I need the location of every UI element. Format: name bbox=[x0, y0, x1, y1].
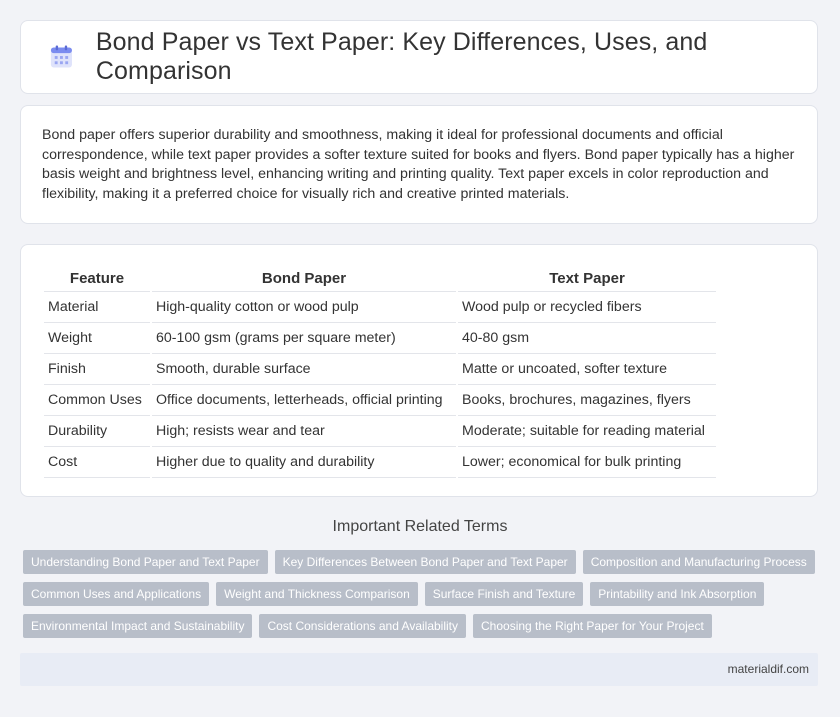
table-cell: Wood pulp or recycled fibers bbox=[458, 292, 716, 323]
table-row bbox=[44, 292, 716, 323]
related-term-tag[interactable]: Printability and Ink Absorption bbox=[590, 582, 764, 606]
table-cell: Books, brochures, magazines, flyers bbox=[458, 385, 716, 416]
related-term-tag[interactable]: Surface Finish and Texture bbox=[425, 582, 584, 606]
related-term-tag[interactable]: Composition and Manufacturing Process bbox=[583, 550, 815, 574]
footer bbox=[20, 653, 818, 686]
column-header: Text Paper bbox=[458, 265, 716, 292]
related-terms-title: Important Related Terms bbox=[332, 518, 508, 535]
table-cell: Lower; economical for bulk printing bbox=[458, 447, 716, 478]
table-cell: High; resists wear and tear bbox=[152, 416, 456, 447]
related-term-tag[interactable]: Common Uses and Applications bbox=[23, 582, 209, 606]
calendar-icon bbox=[49, 44, 74, 70]
summary-card bbox=[20, 105, 818, 224]
comparison-table bbox=[42, 265, 718, 478]
related-term-tag[interactable]: Understanding Bond Paper and Text Paper bbox=[23, 550, 268, 574]
related-terms-row bbox=[23, 614, 823, 638]
table-cell: 40-80 gsm bbox=[458, 323, 716, 354]
comparison-card bbox=[20, 244, 818, 497]
table-cell: Higher due to quality and durability bbox=[152, 447, 456, 478]
related-term-tag[interactable]: Weight and Thickness Comparison bbox=[216, 582, 418, 606]
related-terms-list bbox=[23, 550, 823, 646]
footer-site[interactable]: materialdif.com bbox=[727, 662, 809, 676]
table-cell: Smooth, durable surface bbox=[152, 354, 456, 385]
table-cell: Material bbox=[44, 292, 150, 323]
table-cell: Office documents, letterheads, official printing bbox=[152, 385, 456, 416]
table-cell: High-quality cotton or wood pulp bbox=[152, 292, 456, 323]
summary-text: Bond paper offers superior durability and smoothness, making it ideal for professional documents and official correspondence, while text paper provides a softer texture suited for books and flyers. Bond paper typically has a higher basis weight and brightness level, enhancing writing and printing quality. Text paper excels in color reproduction and flexibility, making it a preferred choice for visually rich and creative printed materials. bbox=[42, 127, 795, 202]
column-header: Feature bbox=[44, 265, 150, 292]
table-row bbox=[44, 416, 716, 447]
table-row bbox=[44, 385, 716, 416]
page-header bbox=[20, 20, 818, 94]
table-cell: Cost bbox=[44, 447, 150, 478]
related-terms-row bbox=[23, 582, 823, 606]
table-row bbox=[44, 447, 716, 478]
related-terms-row bbox=[23, 550, 823, 574]
related-term-tag[interactable]: Cost Considerations and Availability bbox=[259, 614, 466, 638]
table-cell: Matte or uncoated, softer texture bbox=[458, 354, 716, 385]
related-term-tag[interactable]: Key Differences Between Bond Paper and Text Paper bbox=[275, 550, 576, 574]
column-header: Bond Paper bbox=[152, 265, 456, 292]
table-cell: 60-100 gsm (grams per square meter) bbox=[152, 323, 456, 354]
table-cell: Durability bbox=[44, 416, 150, 447]
table-row bbox=[44, 354, 716, 385]
table-cell: Weight bbox=[44, 323, 150, 354]
table-cell: Common Uses bbox=[44, 385, 150, 416]
table-cell: Finish bbox=[44, 354, 150, 385]
page-title: Bond Paper vs Text Paper: Key Differences, Uses, and Comparison bbox=[95, 28, 708, 85]
related-term-tag[interactable]: Environmental Impact and Sustainability bbox=[23, 614, 252, 638]
related-term-tag[interactable]: Choosing the Right Paper for Your Project bbox=[473, 614, 712, 638]
table-cell: Moderate; suitable for reading material bbox=[458, 416, 716, 447]
table-header-row bbox=[44, 265, 716, 292]
table-row bbox=[44, 323, 716, 354]
